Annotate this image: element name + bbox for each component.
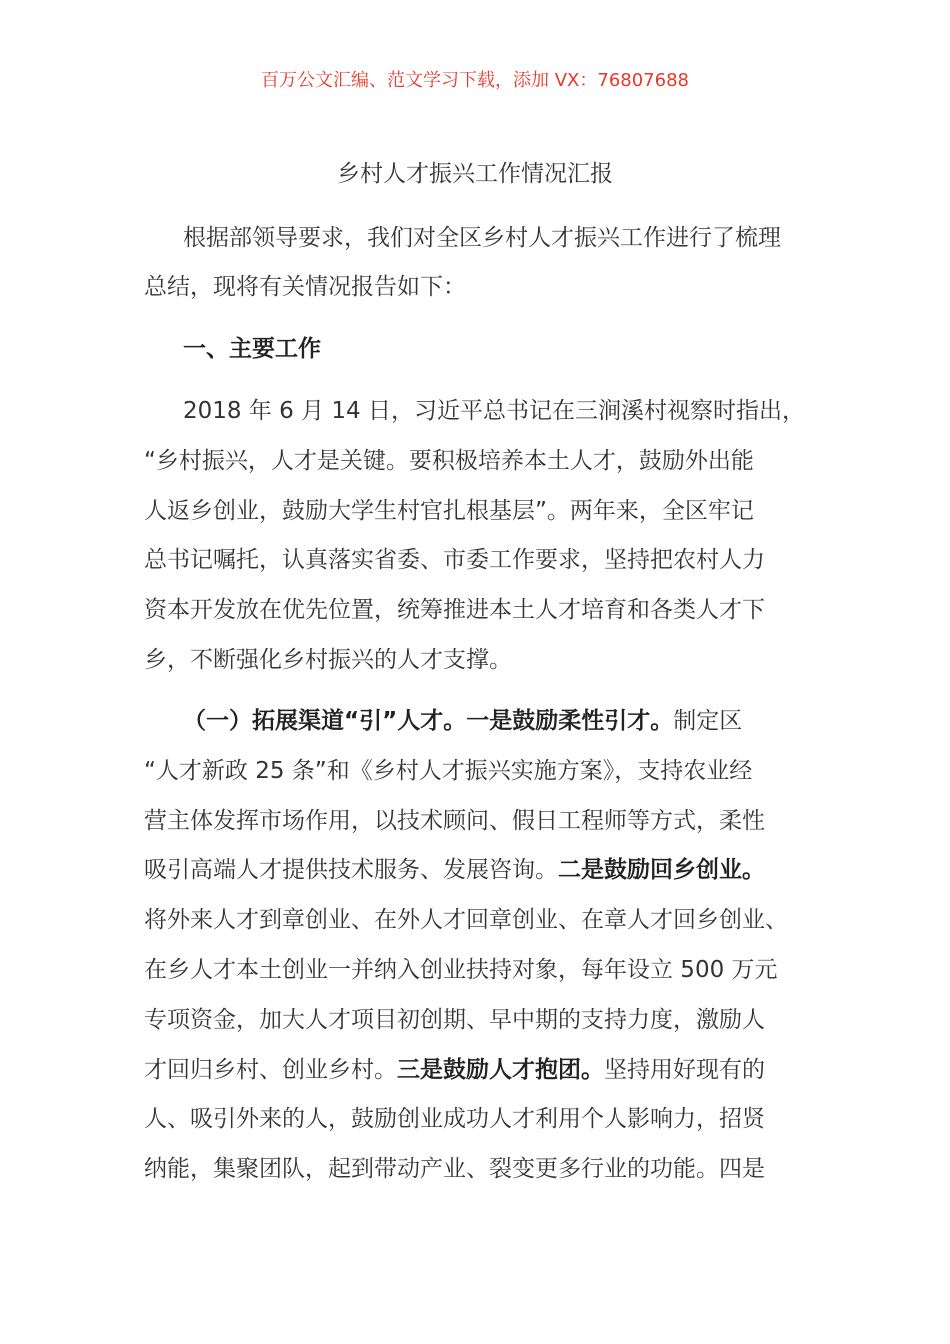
bold-point: 三是鼓励人才抱团。 xyxy=(397,1057,604,1083)
line-text: 坚持用好现有的 xyxy=(604,1057,765,1083)
paragraph-line: 将外来人才到章创业、在外人才回章创业、在章人才回乡创业、 xyxy=(144,907,788,933)
paragraph-line: 纳能，集聚团队，起到带动产业、裂变更多行业的功能。四是 xyxy=(144,1156,765,1182)
paragraph-line: 人返乡创业，鼓励大学生村官扎根基层”。两年来，全区牢记 xyxy=(144,498,754,524)
paragraph-line: 人、吸引外来的人，鼓励创业成功人才利用个人影响力，招贤 xyxy=(144,1106,765,1132)
document-title: 乡村人才振兴工作情况汇报 xyxy=(337,161,613,187)
section-heading: 一、主要工作 xyxy=(183,336,321,362)
paragraph-line: “乡村振兴，人才是关键。要积极培养本土人才，鼓励外出能 xyxy=(144,448,754,474)
paragraph-line: 2018 年 6 月 14 日，习近平总书记在三涧溪村视察时指出， xyxy=(183,398,805,424)
paragraph-line xyxy=(144,853,765,887)
bold-point: 二是鼓励回乡创业。 xyxy=(558,857,765,883)
paragraph-line: 营主体发挥市场作用，以技术顾问、假日工程师等方式，柔性 xyxy=(144,808,765,834)
paragraph-line xyxy=(183,704,742,738)
paragraph-line: 根据部领导要求，我们对全区乡村人才振兴工作进行了梳理 xyxy=(183,225,781,251)
header-watermark-text: 百万公文汇编、范文学习下载，添加 VX：76807688 xyxy=(261,70,689,91)
paragraph-line: 专项资金，加大人才项目初创期、早中期的支持力度，激励人 xyxy=(144,1007,765,1033)
paragraph-line: 总结，现将有关情况报告如下： xyxy=(144,274,466,300)
paragraph-line: “人才新政 25 条”和《乡村人才振兴实施方案》，支持农业经 xyxy=(144,758,753,784)
subsection-heading: （一）拓展渠道“引”人才。 xyxy=(183,708,467,734)
bold-point: 一是鼓励柔性引才。 xyxy=(466,708,674,734)
paragraph-line xyxy=(144,1053,765,1087)
paragraph-line: 乡，不断强化乡村振兴的人才支撑。 xyxy=(144,647,512,673)
paragraph-line: 在乡人才本土创业一并纳入创业扶持对象，每年设立 500 万元 xyxy=(144,957,778,983)
paragraph-line: 总书记嘱托，认真落实省委、市委工作要求，坚持把农村人力 xyxy=(144,547,765,573)
line-text: 吸引高端人才提供技术服务、发展咨询。 xyxy=(144,857,558,883)
paragraph-line: 资本开发放在优先位置，统筹推进本土人才培育和各类人才下 xyxy=(144,597,765,623)
line-text: 才回归乡村、创业乡村。 xyxy=(144,1057,397,1083)
line-text: 制定区 xyxy=(673,708,743,734)
